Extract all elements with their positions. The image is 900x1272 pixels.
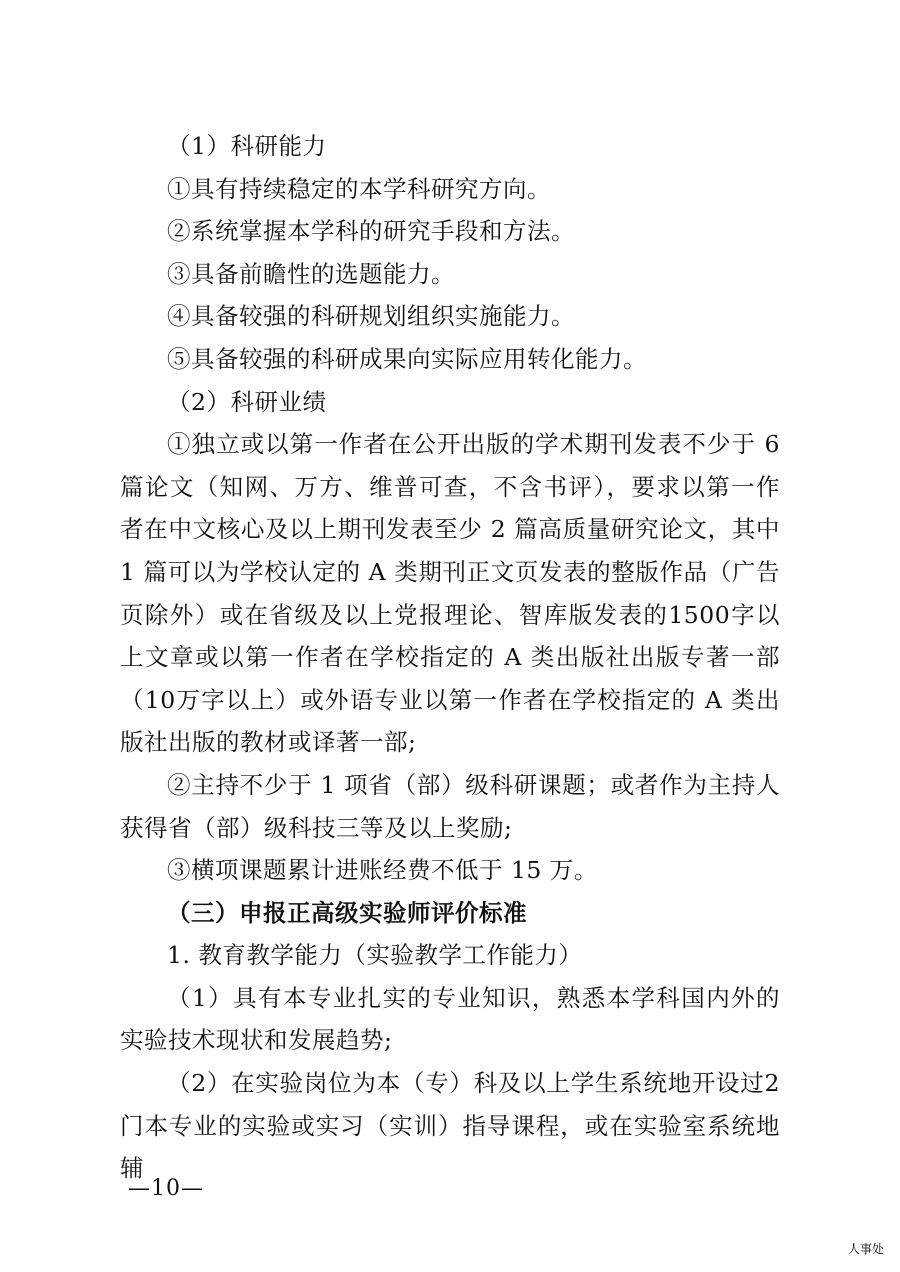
paragraph-teaching-item-2: （2）在实验岗位为本（专）科及以上学生系统地开设过2门本专业的实验或实习（实训）指导课程，或在实验室系统地辅: [120, 1069, 780, 1183]
paragraph-teaching-item-1: （1）具有本专业扎实的专业知识，熟悉本学科国内外的实验技术现状和发展趋势;: [120, 983, 780, 1055]
paragraph-research-achievements-heading: （2）科研业绩: [167, 387, 327, 416]
section-heading-senior-lab-standard: （三）申报正高级实验师评价标准: [167, 898, 527, 927]
footer-department-mark: 人事处: [848, 1242, 885, 1256]
page-number: —10—: [128, 1176, 204, 1201]
paragraph-research-item-5: ⑤具备较强的科研成果向实际应用转化能力。: [167, 344, 647, 373]
paragraph-achievement-item-2: ②主持不少于 1 项省（部）级科研课题；或者作为主持人获得省（部）级科技三等及以上奖励;: [120, 770, 780, 842]
paragraph-achievement-item-3: ③横项课题累计进账经费不低于 15 万。: [167, 856, 598, 885]
document-body: [120, 125, 780, 1190]
paragraph-research-item-2: ②系统掌握本学科的研究手段和方法。: [167, 217, 575, 246]
paragraph-research-item-4: ④具备较强的科研规划组织实施能力。: [167, 302, 575, 331]
paragraph-research-ability-heading: （1）科研能力: [167, 132, 327, 160]
paragraph-achievement-item-1: ①独立或以第一作者在公开出版的学术期刊发表不少于 6 篇论文（知网、万方、维普可查，不含书评），要求以第一作者在中文核心及以上期刊发表至少 2 篇高质量研究论文，其中 1 篇可以为学校认定的 A 类期刊正文页发表的整版作品（广告页除外）或在省级及以上党报理论、智库版发表的1500字以上文章或以第一作者在学校指定的 A 类出版社出版专著一部（10万字以上）或外语专业以第一作者在学校指定的 A 类出版社出版的教材或译著一部;: [120, 430, 780, 757]
paragraph-research-item-3: ③具备前瞻性的选题能力。: [167, 259, 455, 288]
paragraph-teaching-ability-heading: 1. 教育教学能力（实验教学工作能力）: [167, 941, 583, 970]
paragraph-research-item-1: ①具有持续稳定的本学科研究方向。: [167, 174, 551, 203]
